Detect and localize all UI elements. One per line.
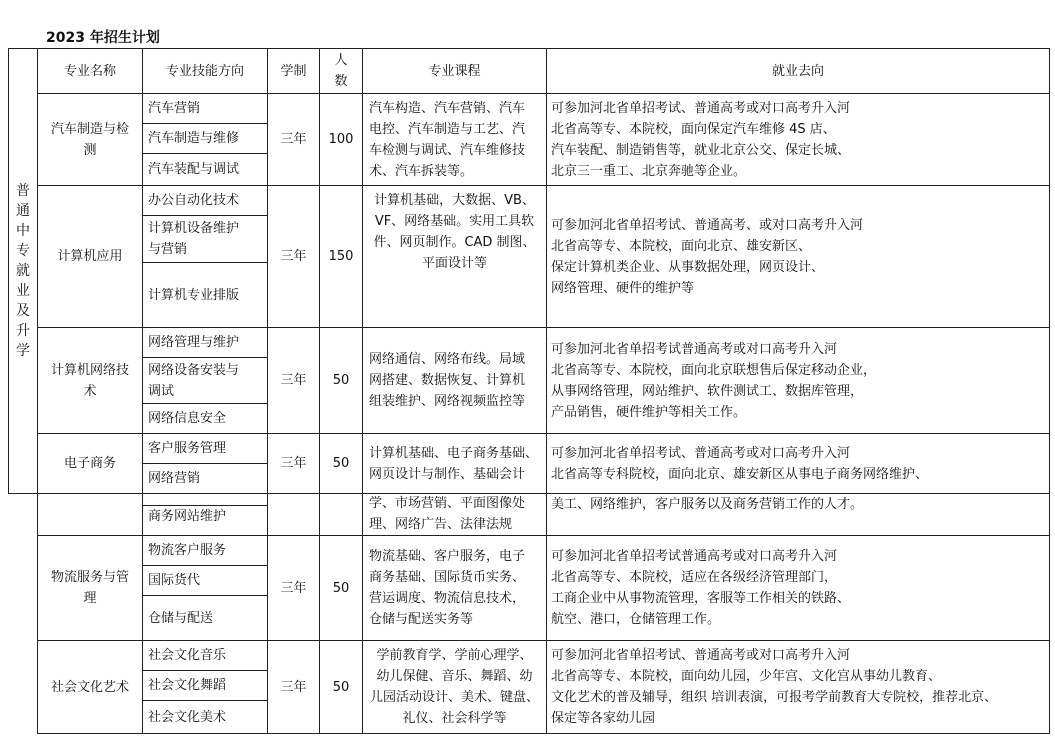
skill-direction: 仓储与配送 <box>148 610 214 626</box>
enrollment-count: 50 <box>332 456 350 471</box>
enrollment-count: 50 <box>332 580 350 596</box>
skill-direction: 汽车制造与维修 <box>148 131 240 146</box>
major-name: 电子商务 <box>63 456 116 471</box>
major-name: 汽车制造与检 测 <box>50 121 129 158</box>
skill-direction: 计算机设备维护 与营销 <box>148 221 240 257</box>
skill-direction: 国际货代 <box>148 573 201 588</box>
courses: 汽车构造、汽车营销、汽车 电控、汽车制造与工艺、汽 车检测与调试、汽车维修技 术、汽车拆装等。 <box>369 100 526 179</box>
skill-direction: 办公自动化技术 <box>148 193 240 208</box>
employment: 可参加河北省单招考试普通高考或对口高考升入河 北省高等专、本院校，面向北京联想售后保定移动企业， 从事网络管理，网站维护、软件测试工、数据库管理， 产品销售，硬件维护等相关工作。 <box>551 341 877 420</box>
employment-continued: 美工、网络维护，客户服务以及商务营销工作的人才。 <box>551 496 864 512</box>
courses: 学前教育学、学前心理学、 幼儿保健、音乐、舞蹈、幼 儿园活动设计、美术、键盘、 礼仪、社会科学等 <box>369 648 539 726</box>
duration: 三年 <box>280 132 307 147</box>
employment: 可参加河北省单招考试、普通高考或对口高考升入河 北省高等专、本院校，面向保定汽车维修 4S 店、 汽车装配、制造销售等，就业北京公交、保定长城、 北京三一重工、北京奔驰等企业。 <box>551 100 851 179</box>
enrollment-count: 150 <box>328 249 354 264</box>
major-name: 物流服务与管 理 <box>50 570 129 606</box>
employment: 可参加河北省单招考试、普通高考或对口高考升入河 北省高等专科院校，面向北京、雄安新区从事电子商务网络维护、 <box>551 445 929 482</box>
page-title: 2023 年招生计划 <box>46 30 160 46</box>
skill-direction: 汽车营销 <box>148 101 201 116</box>
table-line <box>362 48 363 734</box>
header-skills: 专业技能方向 <box>165 63 244 79</box>
courses: 网络通信、网络布线。局域 网搭建、数据恢复、计算机 组装维护、网络视频监控等 <box>369 352 526 409</box>
employment: 可参加河北省单招考试、普通高考或对口高考升入河 北省高等专、本院校，面向幼儿园，少年宫、文化宫从事幼儿教育、 文化艺术的普及辅导，组织 培训表演，可报考学前教育大专院校，推荐北京、 保定等各家幼儿园 <box>551 648 998 726</box>
skill-direction: 计算机专业排版 <box>148 287 240 303</box>
courses-continued: 学、市场营销、平面图像处 理、网络广告、法律法规 <box>369 495 526 532</box>
courses: 物流基础、客户服务，电子 商务基础、国际货币实务、 营运调度、物流信息技术， 仓储与配送实务等 <box>369 549 526 627</box>
courses: 计算机基础，大数据、VB、 VF、网络基础。实用工具软 件、网页制作。CAD 制图、 平面设计等 <box>373 193 536 271</box>
table-line <box>142 48 143 734</box>
header-duration: 学制 <box>280 63 307 79</box>
table-line <box>546 48 547 734</box>
major-name: 计算机应用 <box>57 249 123 264</box>
employment: 可参加河北省单招考试普通高考或对口高考升入河 北省高等专、本院校，适应在各级经济管理部门， 工商企业中从事物流管理，客服等工作相关的铁路、 航空、港口，仓储管理工作。 <box>551 549 851 627</box>
duration: 三年 <box>280 249 307 264</box>
header-name: 专业名称 <box>63 63 116 79</box>
major-name: 社会文化艺术 <box>50 679 129 695</box>
skill-direction: 网络管理与维护 <box>148 335 240 350</box>
table-line <box>1049 48 1050 734</box>
skill-direction: 商务网站维护 <box>148 508 227 524</box>
major-name: 计算机网络技 术 <box>50 362 129 399</box>
enrollment-count: 100 <box>328 132 354 147</box>
skill-direction: 汽车装配与调试 <box>148 162 240 177</box>
employment: 可参加河北省单招考试、普通高考、或对口高考升入河 北省高等专、本院校，面向北京、雄安新区、 保定计算机类企业、从事数据处理，网页设计、 网络管理、硬件的维护等 <box>551 218 864 296</box>
skill-direction: 社会文化音乐 <box>148 648 227 663</box>
duration: 三年 <box>280 679 307 695</box>
header-employment: 就业去向 <box>771 63 824 79</box>
courses: 计算机基础、电子商务基础、 网页设计与制作、基础会计 <box>369 445 539 482</box>
enrollment-count: 50 <box>332 373 350 388</box>
header-people: 人 数 <box>334 53 348 89</box>
skill-direction: 社会文化美术 <box>148 709 227 725</box>
skill-direction: 客户服务管理 <box>148 441 227 456</box>
skill-direction: 物流客户服务 <box>148 543 227 558</box>
duration: 三年 <box>280 580 307 596</box>
table-line <box>37 733 1050 734</box>
duration: 三年 <box>280 373 307 388</box>
skill-direction: 网络信息安全 <box>148 411 227 426</box>
category-cell <box>9 49 37 493</box>
skill-direction: 网络营销 <box>148 471 201 486</box>
category-label: 普通中专就业及升学 <box>16 183 30 359</box>
header-courses: 专业课程 <box>428 63 481 79</box>
skill-direction: 网络设备安装与 调试 <box>148 362 240 399</box>
skill-direction: 社会文化舞蹈 <box>148 678 227 693</box>
duration: 三年 <box>280 456 307 471</box>
enrollment-count: 50 <box>332 679 350 695</box>
